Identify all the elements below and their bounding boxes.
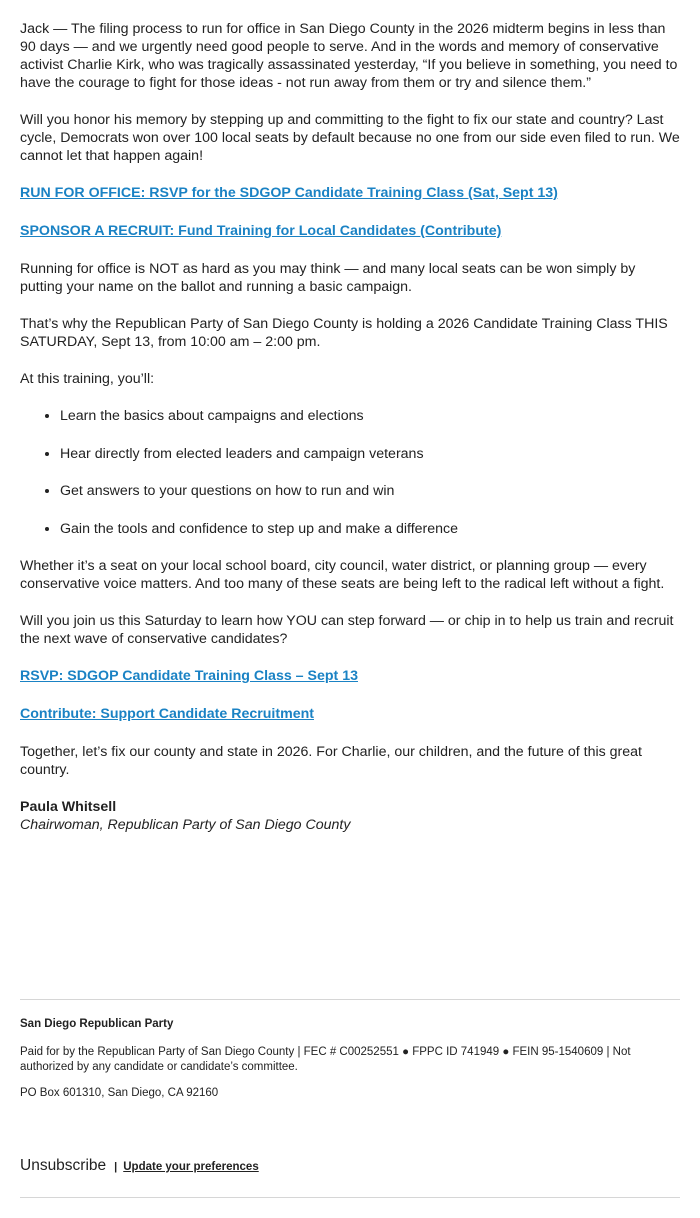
- unsubscribe-row: [20, 1156, 259, 1177]
- benefits-list: [20, 407, 680, 538]
- run-for-office-link[interactable]: RUN FOR OFFICE: RSVP for the SDGOP Candidate Training Class (Sat, Sept 13): [20, 185, 558, 201]
- footer-address: PO Box 601310, San Diego, CA 92160: [20, 1086, 219, 1099]
- list-intro: At this training, you’ll:: [20, 371, 155, 387]
- seats-paragraph: Whether it’s a seat on your local school board, city council, water district, or planning group — every conservative voice matters. And too many of these seats are being left to the radical left without a fight.: [20, 558, 665, 592]
- bottom-divider: [20, 1197, 680, 1198]
- list-item: • Learn the basics about campaigns and elections: [60, 407, 680, 425]
- training-paragraph: That’s why the Republican Party of San Diego County is holding a 2026 Candidate Training Class THIS SATURDAY, Sept 13, from 10:00 am – 2:00 pm.: [20, 316, 668, 350]
- honor-paragraph: Will you honor his memory by stepping up and committing to the fight to fix our state and country? Last cycle, Democrats won over 100 local seats by default because no one from our side even filed to run. We cannot let that happen again!: [20, 112, 680, 164]
- list-item: • Get answers to your questions on how to run and win: [60, 482, 680, 500]
- unsubscribe-link[interactable]: Unsubscribe: [20, 1157, 107, 1174]
- sponsor-recruit-link[interactable]: SPONSOR A RECRUIT: Fund Training for Local Candidates (Contribute): [20, 223, 502, 239]
- rsvp-link[interactable]: RSVP: SDGOP Candidate Training Class – Sept 13: [20, 668, 358, 684]
- list-item: • Gain the tools and confidence to step up and make a difference: [60, 520, 680, 538]
- running-paragraph: Running for office is NOT as hard as you may think — and many local seats can be won simply by putting your name on the ballot and running a basic campaign.: [20, 261, 636, 295]
- update-preferences-link[interactable]: Update your preferences: [123, 1161, 259, 1173]
- contribute-link[interactable]: Contribute: Support Candidate Recruitment: [20, 706, 314, 722]
- closing-paragraph: Together, let’s fix our county and state in 2026. For Charlie, our children, and the future of this great country.: [20, 744, 642, 778]
- email-footer: [20, 999, 680, 1101]
- list-item: • Hear directly from elected leaders and campaign veterans: [60, 445, 680, 463]
- signature-name: Paula Whitsell: [20, 799, 117, 815]
- signature-title: Chairwoman, Republican Party of San Diego County: [20, 817, 351, 833]
- footer-org-name: San Diego Republican Party: [20, 1018, 174, 1030]
- footer-paid-for: Paid for by the Republican Party of San Diego County | FEC # C00252551 ● FPPC ID 741949 ● FEIN 95-1540609 | Not authorized by any candidate or candidate’s committee.: [20, 1045, 631, 1073]
- join-paragraph: Will you join us this Saturday to learn how YOU can step forward — or chip in to help us train and recruit the next wave of conservative candidates?: [20, 613, 674, 647]
- footer-separator: |: [114, 1161, 118, 1173]
- intro-paragraph: Jack — The filing process to run for office in San Diego County in the 2026 midterm begins in less than 90 days — and we urgently need good people to serve. And in the words and memory of conservative activist Charlie Kirk, who was tragically assassinated yesterday, “If you believe in something, you need to have the courage to fight for those ideas - not run away from them or try and silence them.”: [20, 21, 678, 91]
